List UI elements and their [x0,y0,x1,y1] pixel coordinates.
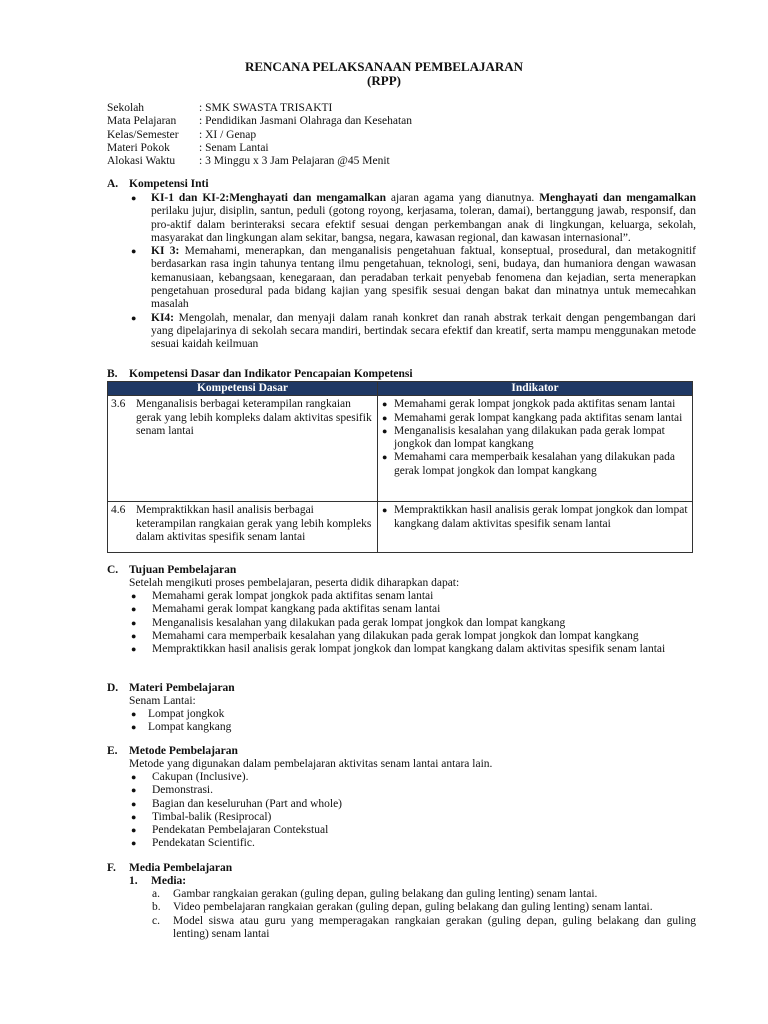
ki-4-lead: KI4: [151,311,174,324]
indikator-item: ● Mempraktikkan hasil analisis gerak lompat jongkok dan lompat kangkang dalam aktivitas spesifik senam lantai [382,504,692,531]
media-item-text: Gambar rangkaian gerakan (guling depan, guling belakang dan guling lenting) senam lantai. [173,888,598,900]
ki-1-2-text: ajaran agama yang dianutnya. [385,192,540,204]
section-d-heading [107,682,235,695]
table-row [108,396,693,502]
identity-key: Alokasi Waktu [107,155,176,168]
section-e-heading [107,745,238,758]
media-item [152,888,696,901]
media-list [152,888,696,941]
media-item-text: Video pembelajaran rangkaian gerakan (guling depan, guling belakang dan guling lenting) senam lantai. [173,901,653,914]
section-letter: B. [107,368,118,380]
identity-value: : 3 Minggu x 3 Jam Pelajaran @45 Menit [199,155,390,168]
ki-1-2-emphasis: Menghayati dan mengamalkan [539,192,696,204]
media-item-text: Model siswa atau guru yang memperagakan rangkaian gerakan (guling depan, guling belakang dan guling lenting) senam lantai [173,914,696,940]
media-item-marker: c. [152,914,160,927]
section-c-heading [107,564,236,577]
section-title: Tujuan Pembelajaran [129,564,237,576]
ki-4-item [128,312,696,352]
indikator-cell [378,396,693,502]
metode-item: ● Bagian dan keseluruhan (Part and whole) [128,798,628,811]
section-title: Metode Pembelajaran [129,745,238,757]
section-title: Materi Pembelajaran [129,682,235,694]
table-header-kd: Kompetensi Dasar [108,382,378,396]
materi-item: ● Lompat jongkok [128,708,628,721]
identity-key: Mata Pelajaran [107,115,177,128]
section-title: Kompetensi Inti [129,178,209,190]
ki-3-lead: KI 3: [151,245,180,258]
tujuan-item: ● Memahami gerak lompat jongkok pada aktifitas senam lantai [128,590,696,603]
section-title: Kompetensi Dasar dan Indikator Pencapaian Kompetensi [129,368,413,380]
identity-row [107,102,412,115]
indikator-item: ● Menganalisis kesalahan yang dilakukan pada gerak lompat jongkok dan lompat kangkang [382,425,692,452]
media-number: 1. [129,875,138,887]
indikator-item: ● Memahami gerak lompat kangkang pada aktifitas senam lantai [382,412,692,425]
kd-number: 4.6 [111,504,126,517]
ki-1-2-text-rest: perilaku jujur, disiplin, santun, peduli (gotong royong, kerjasama, toleran, damai), bertanggung jawab, responsif, dan pro-aktif dalam berinteraksi secara efektif sesuai dengan perkembangan anak di lingkungan, keluarga, sekolah, masyarakat dan lingkungan alam sekitar, bangsa, negara, kawasan regional, dan kawasan internasional”. [151,205,696,244]
section-letter: F. [107,862,116,874]
materi-intro: Senam Lantai: [129,695,196,707]
media-label: Media: [151,875,187,887]
identity-value: : SMK SWASTA TRISAKTI [199,102,333,114]
indikator-list [378,398,692,478]
media-item [152,915,696,942]
materi-list [128,708,628,735]
tujuan-item: ● Menganalisis kesalahan yang dilakukan pada gerak lompat jongkok dan lompat kangkang [128,617,696,630]
kd-number: 3.6 [111,398,126,411]
identity-row [107,142,412,155]
section-letter: D. [107,682,119,694]
metode-item: ● Demonstrasi. [128,784,628,797]
section-b-heading [107,368,413,381]
materi-item: ● Lompat kangkang [128,721,628,734]
indikator-item: ● Memahami cara memperbaik kesalahan yang dilakukan pada gerak lompat jongkok dan lompat kangkang [382,451,692,478]
media-item-marker: b. [152,901,161,914]
kompetensi-table [107,381,693,553]
identity-value: : Pendidikan Jasmani Olahraga dan Kesehatan [199,115,413,128]
kd-text: Menganalisis berbagai keterampilan rangkaian gerak yang lebih kompleks dalam aktivitas spesifik senam lantai [136,398,372,437]
ki-3-item [128,245,696,311]
section-a-heading [107,178,209,191]
tujuan-item: ● Memahami cara memperbaik kesalahan yang dilakukan pada gerak lompat jongkok dan lompat kangkang [128,630,696,643]
indikator-cell [378,502,693,553]
indikator-item: ● Memahami gerak lompat jongkok pada aktifitas senam lantai [382,398,692,411]
section-f-heading [107,862,232,875]
metode-intro: Metode yang digunakan dalam pembelajaran aktivitas senam lantai antara lain. [129,758,493,770]
indikator-list [378,504,692,531]
kompetensi-inti-list [128,192,696,352]
ki-4-text: Mengolah, menalar, dan menyaji dalam ranah konkret dan ranah abstrak terkait dengan pengembangan dari yang dipelajarinya di sekolah secara mandiri, bertindak secara efektif dan kreatif, serta mampu menggunakan metode sesuai kaidah keilmuan [151,311,696,351]
kd-cell [108,502,378,553]
identity-key: Materi Pokok [107,141,170,154]
media-item [152,901,696,914]
kd-cell [108,396,378,502]
identity-row [107,155,412,168]
tujuan-item: ● Memahami gerak lompat kangkang pada aktifitas senam lantai [128,603,696,616]
tujuan-list [128,590,696,656]
media-subheading [129,875,186,888]
document-subtitle: (RPP) [367,73,401,88]
table-header-indikator: Indikator [378,382,693,396]
table-header-row [108,382,693,396]
section-letter: E. [107,745,118,757]
metode-item: ● Pendekatan Pembelajaran Contekstual [128,824,628,837]
metode-list [128,771,628,851]
identity-value: : XI / Genap [199,128,257,141]
table-row [108,502,693,553]
identity-key: Sekolah [107,102,145,114]
tujuan-item: ● Mempraktikkan hasil analisis gerak lompat jongkok dan lompat kangkang dalam aktivitas spesifik senam lantai [128,643,696,656]
metode-item: ● Cakupan (Inclusive). [128,771,628,784]
section-title: Media Pembelajaran [129,862,233,874]
identity-row [107,129,412,142]
identity-row [107,115,412,128]
media-item-marker: a. [152,888,160,900]
document-title: RENCANA PELAKSANAAN PEMBELAJARAN [244,59,524,74]
section-letter: C. [107,564,119,576]
tujuan-intro: Setelah mengikuti proses pembelajaran, peserta didik diharapkan dapat: [129,577,460,589]
identity-block [107,102,412,168]
ki-3-text: Memahami, menerapkan, dan menganalisis pengetahuan faktual, konseptual, prosedural, dan metakognitif berdasarkan rasa ingin tahunya tentang ilmu pengetahuan, teknologi, seni, budaya, dan humaniora dengan wawasan kemanusiaan, kebangsaan, kenegaraan, dan peradaban terkait penyebab fenomena dan kejadian, serta menerapkan pengetahuan prosedural pada bidang kajian yang spesifik sesuai dengan bakat dan minatnya untuk memecahkan masalah [151,245,697,311]
metode-item: ● Timbal-balik (Resiprocal) [128,811,628,824]
identity-value: : Senam Lantai [199,141,269,154]
section-letter: A. [107,178,119,190]
identity-key: Kelas/Semester [107,128,179,141]
ki-1-2-item [128,192,696,245]
kd-text: Mempraktikkan hasil analisis berbagai keterampilan rangkaian gerak yang lebih kompleks dalam aktivitas spesifik senam lantai [136,504,372,543]
ki-1-2-lead: KI-1 dan KI-2:Menghayati dan mengamalkan [151,192,386,204]
metode-item: ● Pendekatan Scientific. [128,837,628,850]
